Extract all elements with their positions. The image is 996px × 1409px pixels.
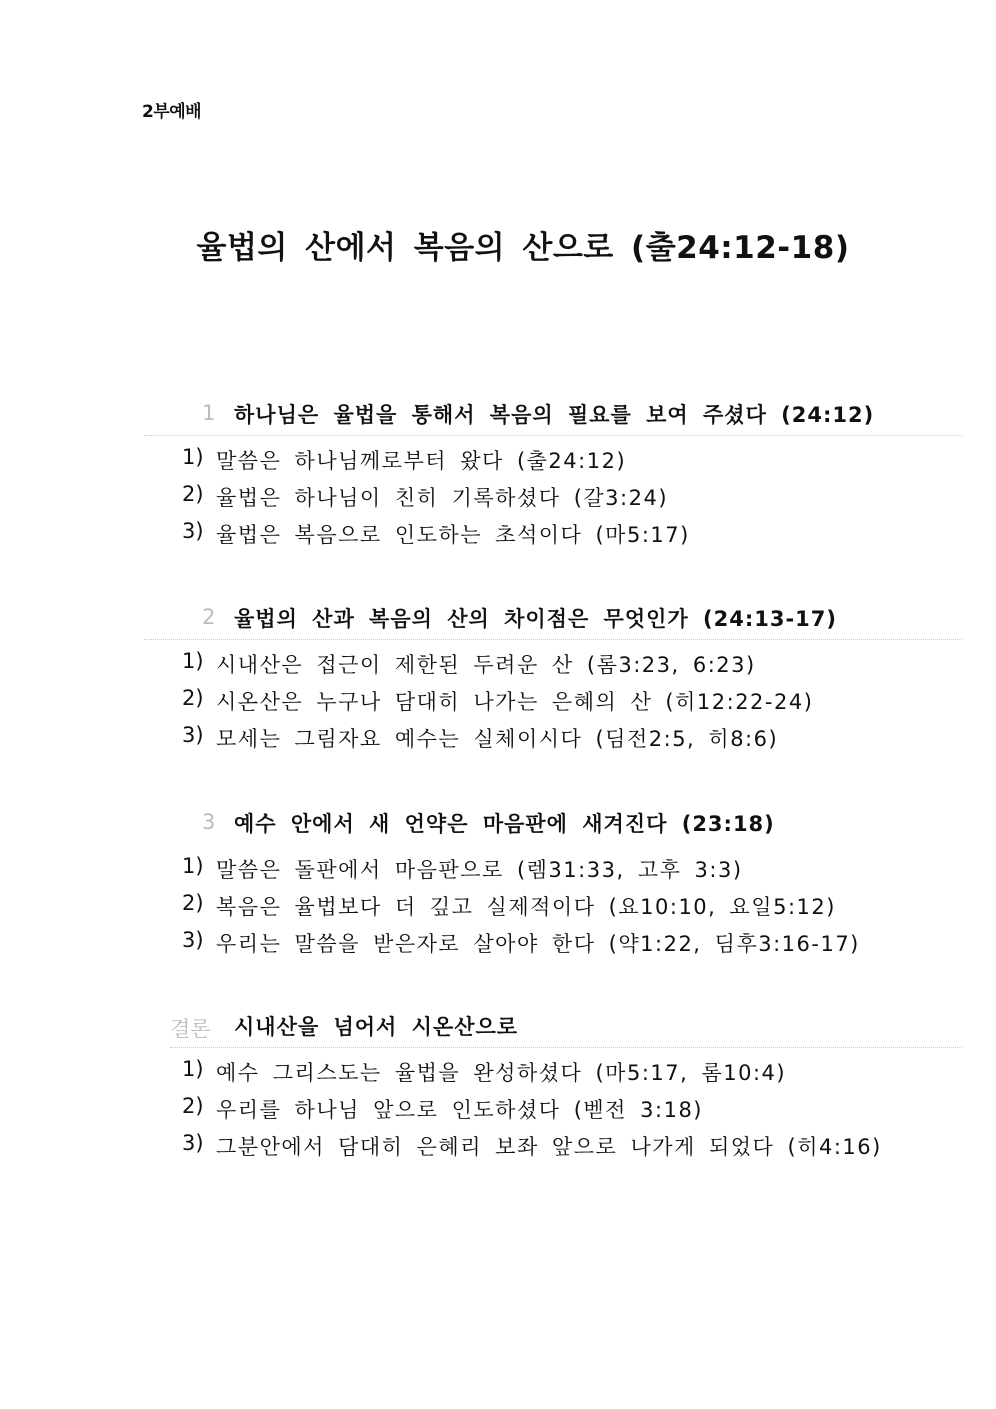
sermon-section-3 xyxy=(0,808,996,959)
point-item xyxy=(0,1088,996,1125)
point-item xyxy=(0,643,996,680)
point-item xyxy=(0,680,996,717)
point-number: 1) xyxy=(182,649,204,673)
sermon-conclusion xyxy=(0,1011,996,1162)
point-number: 1) xyxy=(182,1057,204,1081)
point-text: 우리는 말씀을 받은자로 살아야 한다 (약1:22, 딤후3:16-17) xyxy=(216,932,860,956)
service-label: 2부예배 xyxy=(142,102,202,122)
section-heading: 하나님은 율법을 통해서 복음의 필요를 보여 주셨다 (24:12) xyxy=(234,403,875,427)
point-list xyxy=(0,643,996,754)
point-list xyxy=(0,1051,996,1162)
point-number: 2) xyxy=(182,482,204,506)
point-text: 율법은 복음으로 인도하는 초석이다 (마5:17) xyxy=(216,523,690,547)
section-number: 1 xyxy=(202,401,216,425)
point-item xyxy=(0,717,996,754)
point-item xyxy=(0,922,996,959)
section-header xyxy=(0,603,996,643)
point-text: 모세는 그림자요 예수는 실체이시다 (딤전2:5, 히8:6) xyxy=(216,727,779,751)
section-header xyxy=(0,1011,996,1051)
point-number: 1) xyxy=(182,445,204,469)
point-number: 3) xyxy=(182,1131,204,1155)
section-heading: 시내산을 넘어서 시온산으로 xyxy=(234,1015,519,1039)
point-text: 그분안에서 담대히 은혜리 보좌 앞으로 나가게 되었다 (히4:16) xyxy=(216,1135,882,1159)
section-header xyxy=(0,808,996,848)
point-item xyxy=(0,513,996,550)
point-text: 우리를 하나님 앞으로 인도하셨다 (벧전 3:18) xyxy=(216,1098,703,1122)
section-heading: 율법의 산과 복음의 산의 차이점은 무엇인가 (24:13-17) xyxy=(234,607,837,631)
point-number: 3) xyxy=(182,928,204,952)
point-text: 시온산은 누구나 담대히 나가는 은혜의 산 (히12:22-24) xyxy=(216,690,814,714)
section-header xyxy=(0,399,996,439)
section-number: 2 xyxy=(202,605,216,629)
sermon-title: 율법의 산에서 복음의 산으로 (출24:12-18) xyxy=(196,230,850,266)
point-number: 3) xyxy=(182,723,204,747)
point-number: 3) xyxy=(182,519,204,543)
sermon-section-1 xyxy=(0,399,996,550)
point-item xyxy=(0,439,996,476)
point-item xyxy=(0,1051,996,1088)
section-divider xyxy=(144,435,962,436)
point-list xyxy=(0,848,996,959)
point-list xyxy=(0,439,996,550)
point-number: 2) xyxy=(182,1094,204,1118)
point-text: 말씀은 하나님께로부터 왔다 (출24:12) xyxy=(216,449,627,473)
point-text: 복음은 율법보다 더 깊고 실제적이다 (요10:10, 요일5:12) xyxy=(216,895,836,919)
point-item xyxy=(0,476,996,513)
section-divider xyxy=(144,639,962,640)
point-number: 1) xyxy=(182,854,204,878)
point-item xyxy=(0,848,996,885)
section-number: 3 xyxy=(202,810,216,834)
point-text: 율법은 하나님이 친히 기록하셨다 (갈3:24) xyxy=(216,486,669,510)
conclusion-label: 결론 xyxy=(170,1017,211,1041)
point-text: 예수 그리스도는 율법을 완성하셨다 (마5:17, 롬10:4) xyxy=(216,1061,787,1085)
section-heading: 예수 안에서 새 언약은 마음판에 새겨진다 (23:18) xyxy=(234,812,775,836)
point-number: 2) xyxy=(182,891,204,915)
point-text: 말씀은 돌판에서 마음판으로 (렘31:33, 고후 3:3) xyxy=(216,858,743,882)
point-number: 2) xyxy=(182,686,204,710)
point-text: 시내산은 접근이 제한된 두려운 산 (롬3:23, 6:23) xyxy=(216,653,756,677)
section-divider xyxy=(170,1047,962,1048)
point-item xyxy=(0,885,996,922)
point-item xyxy=(0,1125,996,1162)
sermon-section-2 xyxy=(0,603,996,754)
